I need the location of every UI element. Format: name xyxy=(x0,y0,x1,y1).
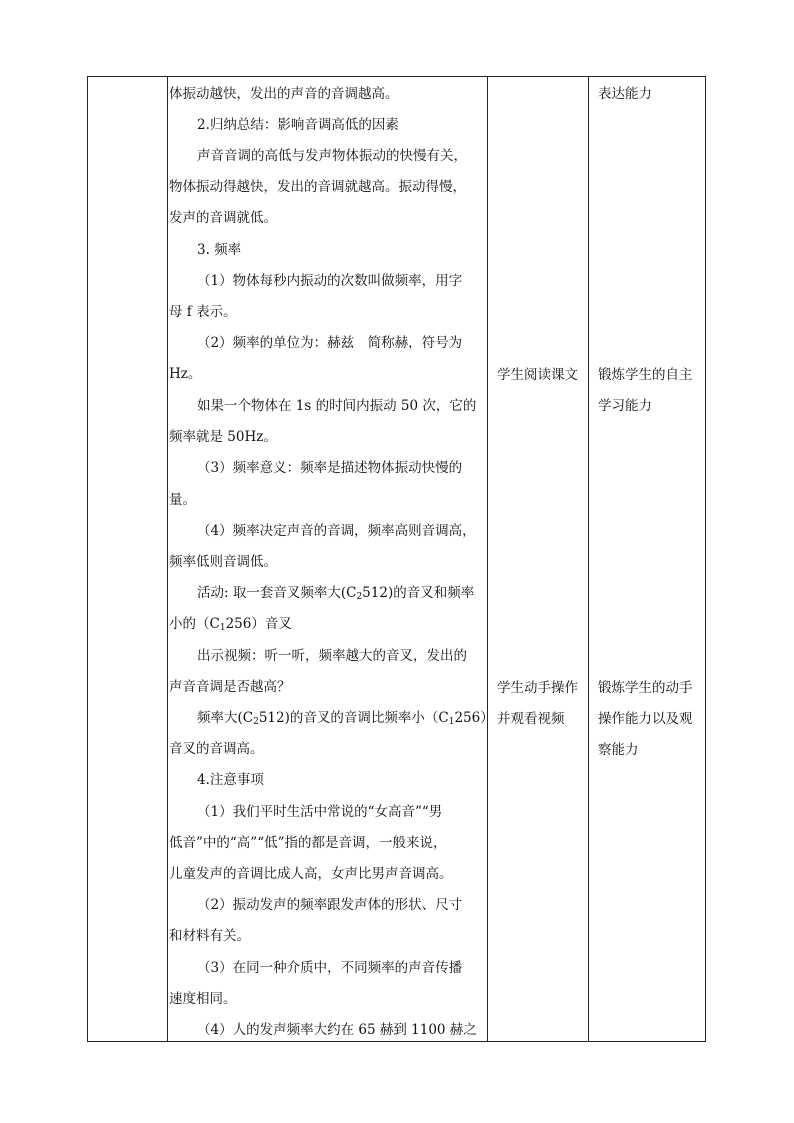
content-line: （2）振动发声的频率跟发声体的形状、尺寸 xyxy=(197,897,463,913)
student-activity-reading: 学生阅读课文 xyxy=(497,367,578,383)
content-line: （4）频率决定声音的音调，频率高则音调高， xyxy=(197,523,476,539)
purpose-hands-on-1: 锻炼学生的动手 xyxy=(598,680,693,696)
subscript: 1 xyxy=(448,717,455,727)
lesson-table xyxy=(87,76,706,1042)
text-segment: 256）音叉 xyxy=(225,616,292,632)
content-line: 儿童发声的音调比成人高，女声比男声音调高。 xyxy=(169,866,453,882)
content-line xyxy=(169,615,292,633)
content-line: 物体振动得越快，发出的音调就越高。振动得慢， xyxy=(169,179,466,195)
content-line: 3. 频率 xyxy=(197,242,242,258)
content-line: 声音音调是否越高？ xyxy=(169,679,291,695)
column-divider-3 xyxy=(588,77,589,1041)
content-line: 和材料有关。 xyxy=(169,928,250,944)
content-line: 音叉的音调高。 xyxy=(169,741,264,757)
text-segment: 活动: 取一套音叉频率大(C xyxy=(197,585,357,601)
text-segment: 小的（C xyxy=(169,616,220,632)
purpose-hands-on-3: 察能力 xyxy=(598,742,639,758)
content-line: 4.注意事项 xyxy=(197,772,264,788)
content-line xyxy=(197,584,474,602)
content-line: 发声的音调就低。 xyxy=(169,210,277,226)
content-line: 出示视频：听一听，频率越大的音叉，发出的 xyxy=(197,648,467,664)
content-line: 低音”中的“高”“低”指的都是音调，一般来说， xyxy=(169,835,447,851)
student-activity-operate-2: 并观看视频 xyxy=(497,711,565,727)
content-line: 频率就是 50Hz。 xyxy=(169,429,277,445)
text-segment: 512)的音叉的音调比频率小（C xyxy=(258,710,449,726)
content-line: 2.归纳总结：影响音调高低的因素 xyxy=(197,117,399,133)
text-segment: 频率大(C xyxy=(197,710,254,726)
content-line: 频率低则音调低。 xyxy=(169,554,277,570)
text-segment: 256） xyxy=(454,710,494,726)
purpose-expression: 表达能力 xyxy=(598,86,652,102)
content-line: Hz。 xyxy=(169,366,202,382)
content-line: 母 f 表示。 xyxy=(169,304,237,320)
content-line: （1）物体每秒内振动的次数叫做频率，用字 xyxy=(197,273,463,289)
content-line: 如果一个物体在 1s 的时间内振动 50 次，它的 xyxy=(197,398,477,414)
subscript: 2 xyxy=(356,592,363,602)
content-line: （1）我们平时生活中常说的“女高音”“男 xyxy=(197,804,443,820)
column-divider-2 xyxy=(487,77,488,1041)
subscript: 2 xyxy=(253,717,259,727)
purpose-hands-on-2: 操作能力以及观 xyxy=(598,711,693,727)
student-activity-operate-1: 学生动手操作 xyxy=(497,680,578,696)
content-line: 速度相同。 xyxy=(169,991,237,1007)
content-line: （4）人的发声频率大约在 65 赫到 1100 赫之 xyxy=(197,1022,477,1038)
content-line: （2）频率的单位为：赫兹 简称赫，符号为 xyxy=(197,335,463,351)
text-segment: 512)的音叉和频率 xyxy=(362,585,475,601)
content-line: 量。 xyxy=(169,492,196,508)
content-line: 声音音调的高低与发声物体振动的快慢有关， xyxy=(197,148,467,164)
purpose-self-study-2: 学习能力 xyxy=(598,398,652,414)
content-line: （3）在同一种介质中，不同频率的声音传播 xyxy=(197,960,463,976)
content-line: 体振动越快，发出的声音的音调越高。 xyxy=(169,86,399,102)
purpose-self-study-1: 锻炼学生的自主 xyxy=(598,367,693,383)
subscript: 1 xyxy=(219,623,226,633)
content-line xyxy=(197,709,494,727)
content-line: （3）频率意义：频率是描述物体振动快慢的 xyxy=(197,460,463,476)
column-divider-1 xyxy=(167,77,168,1041)
